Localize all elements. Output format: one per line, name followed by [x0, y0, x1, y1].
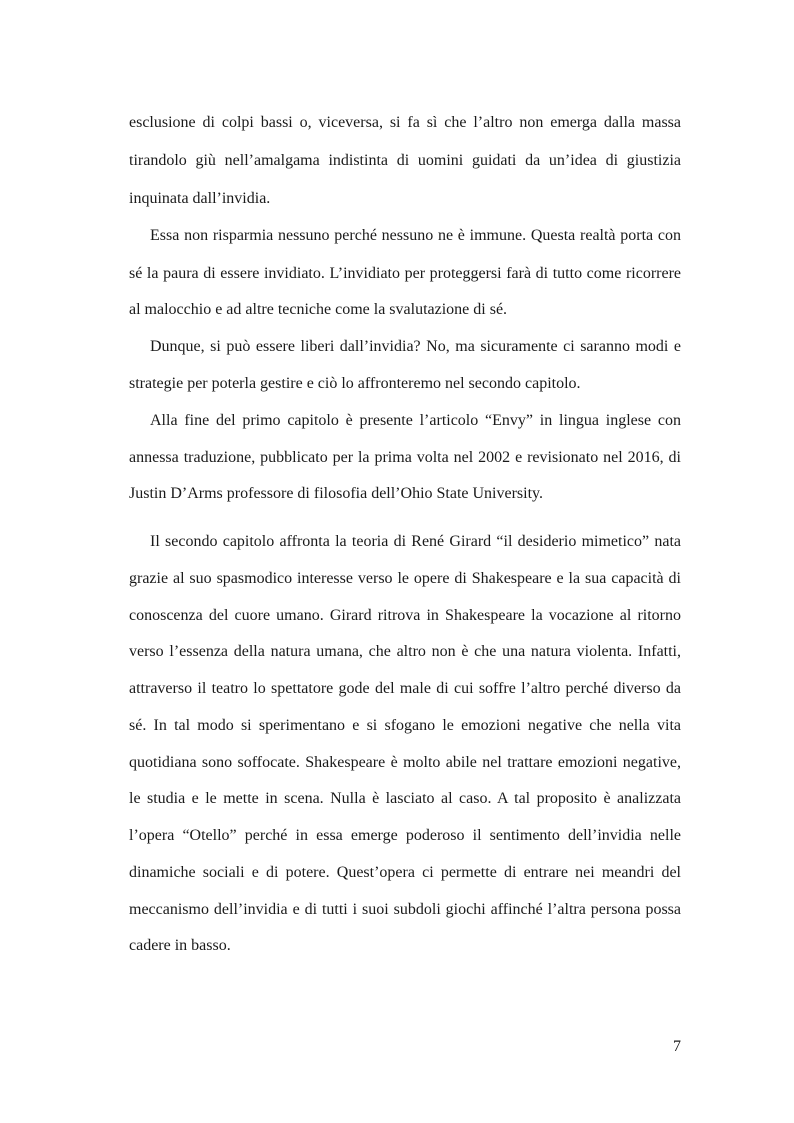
- paragraph-5-line-6: sé. In tal modo si sperimentano e si sfogano le emozioni negative che nella vita: [129, 717, 681, 734]
- paragraph-5-line-8: le studia e le mette in scena. Nulla è lasciato al caso. A tal proposito è analizzata: [129, 790, 681, 807]
- paragraph-5-line-12: cadere in basso.: [129, 937, 231, 954]
- paragraph-5-line-2: grazie al suo spasmodico interesse verso le opere di Shakespeare e la sua capacità di: [129, 570, 681, 587]
- paragraph-5-line-10: dinamiche sociali e di potere. Quest’opera ci permette di entrare nei meandri del: [129, 864, 681, 881]
- paragraph-3-line-1: Dunque, si può essere liberi dall’invidia? No, ma sicuramente ci saranno modi e: [150, 338, 681, 355]
- paragraph-2-line-2: sé la paura di essere invidiato. L’invidiato per proteggersi farà di tutto come ricorrere: [129, 265, 681, 282]
- paragraph-2-line-3: al malocchio e ad altre tecniche come la svalutazione di sé.: [129, 301, 508, 318]
- paragraph-5-line-3: conoscenza del cuore umano. Girard ritrova in Shakespeare la vocazione al ritorno: [129, 607, 681, 624]
- paragraph-5-line-9: l’opera “Otello” perché in essa emerge poderoso il sentimento dell’invidia nelle: [129, 827, 681, 844]
- paragraph-1-line-3: inquinata dall’invidia.: [129, 190, 271, 207]
- paragraph-4-line-1: Alla fine del primo capitolo è presente l’articolo “Envy” in lingua inglese con: [150, 412, 681, 429]
- paragraph-5-line-1: Il secondo capitolo affronta la teoria di René Girard “il desiderio mimetico” nata: [150, 533, 681, 550]
- paragraph-4-line-2: annessa traduzione, pubblicato per la prima volta nel 2002 e revisionato nel 2016, di: [129, 449, 681, 466]
- paragraph-2-line-1: Essa non risparmia nessuno perché nessuno ne è immune. Questa realtà porta con: [150, 227, 681, 244]
- paragraph-5-line-5: attraverso il teatro lo spettatore gode del male di cui soffre l’altro perché diverso da: [129, 680, 681, 697]
- paragraph-5-line-11: meccanismo dell’invidia e di tutti i suoi subdoli giochi affinché l’altra persona possa: [129, 901, 681, 918]
- paragraph-5-line-4: verso l’essenza della natura umana, che altro non è che una natura violenta. Infatti,: [129, 643, 681, 660]
- page-number: 7: [673, 1038, 681, 1055]
- paragraph-4-line-3: Justin D’Arms professore di filosofia dell’Ohio State University.: [129, 485, 544, 502]
- paragraph-1-line-2: tirandolo giù nell’amalgama indistinta di uomini guidati da un’idea di giustizia: [129, 152, 681, 169]
- paragraph-5-line-7: quotidiana sono soffocate. Shakespeare è molto abile nel trattare emozioni negative,: [129, 754, 681, 771]
- paragraph-1-line-1: esclusione di colpi bassi o, viceversa, si fa sì che l’altro non emerga dalla massa: [129, 114, 681, 131]
- paragraph-3-line-2: strategie per poterla gestire e ciò lo affronteremo nel secondo capitolo.: [129, 375, 581, 392]
